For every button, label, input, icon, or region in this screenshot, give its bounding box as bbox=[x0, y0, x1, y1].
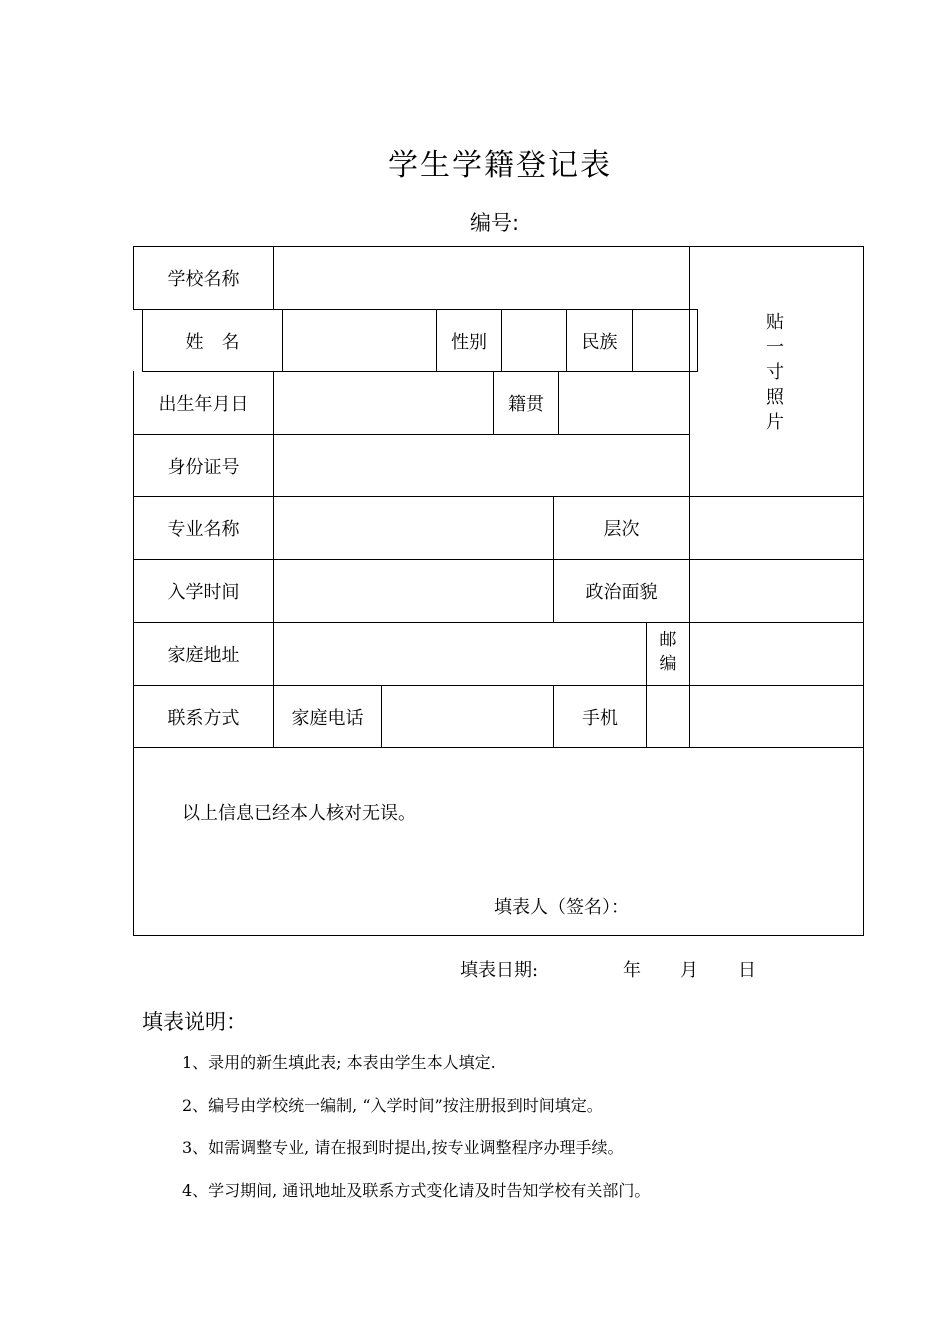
fill-date-label: 填表日期: bbox=[460, 960, 539, 981]
ethnicity-label: 民族 bbox=[581, 331, 618, 353]
declaration-text: 以上信息已经本人核对无误。 bbox=[182, 803, 416, 824]
name-label: 姓 名 bbox=[185, 331, 240, 353]
serial-number-label: 编号: bbox=[470, 211, 520, 235]
instruction-item: 2、编号由学校统一编制, “入学时间”按注册报到时间填定。 bbox=[182, 1096, 603, 1115]
gender-label: 性别 bbox=[451, 331, 487, 353]
contact-label: 联系方式 bbox=[167, 707, 240, 729]
photo-placeholder: 贴 一 寸 照 片 bbox=[766, 312, 784, 433]
instruction-item: 4、学习期间, 通讯地址及联系方式变化请及时告知学校有关部门。 bbox=[182, 1181, 651, 1200]
home-phone-label: 家庭电话 bbox=[291, 707, 364, 729]
school-name-label: 学校名称 bbox=[167, 269, 240, 290]
id-number-label: 身份证号 bbox=[167, 456, 240, 478]
political-status-label: 政治面貌 bbox=[585, 582, 658, 603]
month-label: 月 bbox=[680, 960, 698, 981]
page-title: 学生学籍登记表 bbox=[388, 148, 612, 183]
mobile-label: 手机 bbox=[582, 707, 618, 729]
day-label: 日 bbox=[738, 960, 756, 981]
address-label: 家庭地址 bbox=[167, 645, 240, 666]
postal-code-label: 邮 编 bbox=[659, 630, 677, 674]
level-label: 层次 bbox=[603, 519, 640, 540]
year-label: 年 bbox=[623, 960, 641, 981]
instruction-item: 1、录用的新生填此表; 本表由学生本人填定. bbox=[182, 1053, 496, 1072]
birthdate-label: 出生年月日 bbox=[158, 394, 249, 415]
signer-label: 填表人（签名）： bbox=[494, 897, 629, 918]
enroll-date-label: 入学时间 bbox=[167, 582, 240, 603]
native-place-label: 籍贯 bbox=[508, 394, 544, 415]
major-label: 专业名称 bbox=[167, 519, 240, 540]
instruction-item: 3、如需调整专业, 请在报到时提出,按专业调整程序办理手续。 bbox=[182, 1138, 624, 1157]
instructions-title: 填表说明： bbox=[142, 1010, 247, 1034]
